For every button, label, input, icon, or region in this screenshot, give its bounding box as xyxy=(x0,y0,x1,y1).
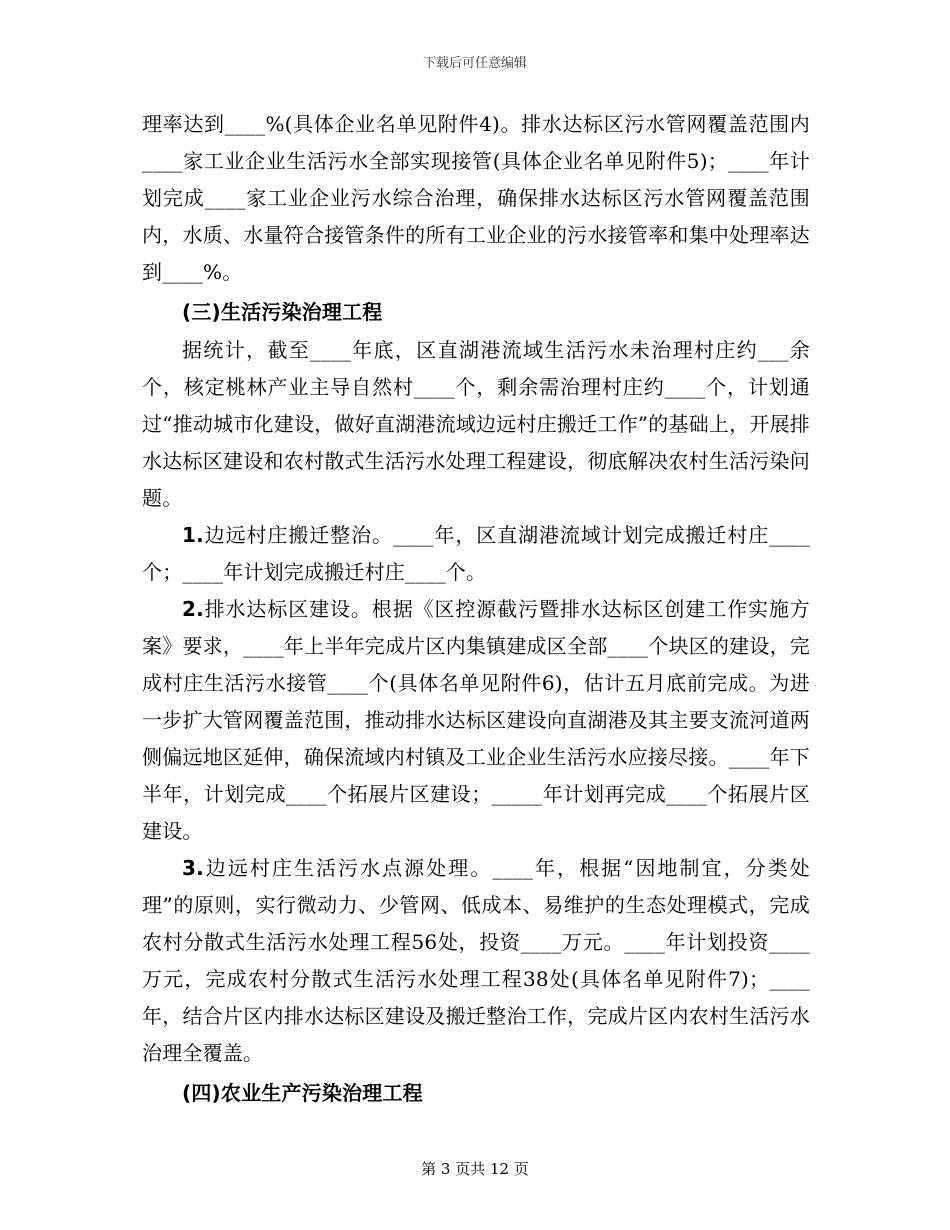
item-number: 1. xyxy=(182,523,204,547)
list-item-relocation xyxy=(142,517,810,591)
item-text: 排水达标区建设。根据《区控源截污暨排水达标区创建工作实施方案》要求，____年上半年完成片区内集镇建成区全部____个块区的建设，完成村庄生活污水接管____个(具体名单见附件6)，估计五月底前完成。为进一步扩大管网覆盖范围，推动排水达标区建设向直湖港及其主要支流河道两侧偏远地区延伸，确保流域内村镇及工业企业生活污水应接尽接。____年下半年，计划完成____个拓展片区建设；_____年计划再完成____个拓展片区建设。 xyxy=(142,597,810,843)
page-header: 下载后可任意编辑 xyxy=(422,56,527,71)
item-text: 边远村庄搬迁整治。____年，区直湖港流域计划完成搬迁村庄____个；____年计划完成搬迁村庄____个。 xyxy=(142,523,810,584)
item-number: 2. xyxy=(182,597,204,621)
paragraph-industrial-continued: 理率达到____%(具体企业名单见附件4)。排水达标区污水管网覆盖范围内____家工业企业生活污水全部实现接管(具体企业名单见附件5)；____年计划完成____家工业企业污水综合治理，确保排水达标区污水管网覆盖范围内，水质、水量符合接管条件的所有工业企业的污水接管率和集中处理率达到____%。 xyxy=(142,112,810,284)
section-heading-domestic-pollution: (三)生活污染治理工程 xyxy=(182,300,383,324)
document-body xyxy=(142,106,810,1113)
page-footer: 第 3 页共 12 页 xyxy=(421,1160,529,1178)
list-item-point-source xyxy=(142,850,810,1072)
section-heading-agricultural-pollution: (四)农业生产污染治理工程 xyxy=(182,1081,423,1105)
list-item-drainage-zone xyxy=(142,591,810,850)
item-number: 3. xyxy=(182,856,204,880)
item-text: 边远村庄生活污水点源处理。____年，根据“因地制宜，分类处理”的原则，实行微动力、少管网、低成本、易维护的生态处理模式，完成农村分散式生活污水处理工程56处，投资____万元。____年计划投资____万元，完成农村分散式生活污水处理工程38处(具体名单见附件7)；____年，结合片区内排水达标区建设及搬迁整治工作，完成片区内农村生活污水治理全覆盖。 xyxy=(142,856,810,1065)
paragraph-statistics: 据统计，截至____年底，区直湖港流域生活污水未治理村庄约___余个，核定桃林产业主导自然村____个，剩余需治理村庄约____个，计划通过“推动城市化建设，做好直湖港流域边远村庄搬迁工作”的基础上，开展排水达标区建设和农村散式生活污水处理工程建设，彻底解决农村生活污染问题。 xyxy=(142,338,810,510)
